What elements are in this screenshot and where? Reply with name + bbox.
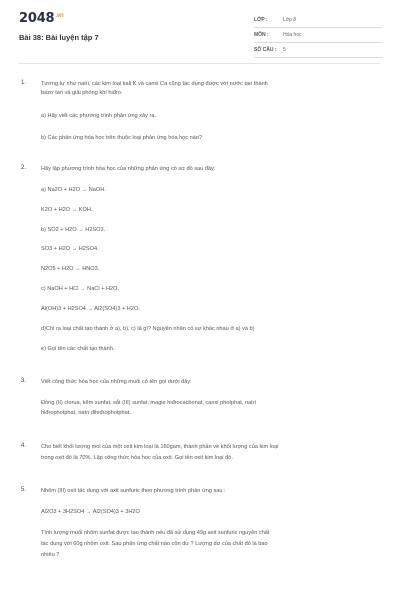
question-number: 2. (21, 165, 27, 171)
question-line: d)Chỉ ra loại chất tạo thành ở a), b), c) là gì? Nguyên nhân có sự khác nhau ở a) và b) (41, 326, 255, 332)
info-value: 5 (283, 47, 286, 53)
page-header (0, 0, 400, 62)
question-line: Cho biết khối lượng mol của một oxit kim loại là 160gam, thành phần về khối lượng của kim loại (41, 444, 279, 450)
question-line: Tính lượng muối nhôm sunfat được tạo thành nếu đã sử dụng 49g axit sunfuric nguyên chất (41, 530, 270, 536)
question-line: e) Gọi tên các chất tạo thành. (41, 346, 115, 352)
header-divider (19, 63, 380, 64)
question-number: 5. (21, 487, 27, 493)
info-key: SỐ CÂU : (254, 47, 277, 53)
question-line: a) Hãy viết các phương trình phản ứng xảy ra. (41, 113, 157, 119)
question-line: hiđrophotphat, natri đihiđrophotphat. (41, 410, 131, 416)
question-number: 4. (21, 443, 27, 449)
info-row-subject (254, 28, 382, 43)
info-value: Hóa học (283, 32, 302, 38)
question-line: Hãy lập phương trình hóa học của những phản ứng có sơ đồ sau đây: (41, 166, 216, 172)
question-line: a) Na2O + H2O → NaOH. (41, 187, 106, 193)
question-line: K2O + H2O → KOH. (41, 207, 93, 213)
question-number: 3. (21, 378, 27, 384)
question-line: Al(OH)3 + H2SO4 → Al2(SO4)3 + H2O. (41, 306, 140, 312)
question-line: N2O5 + H2O → HNO3. (41, 266, 100, 272)
info-value: Lớp 8 (283, 17, 297, 23)
question-line: Viết công thức hóa học của những muối có tên gọi dưới đây: (41, 379, 192, 385)
question-line: bazơ tan và giải phóng khí hiđro. (41, 90, 123, 96)
info-table (254, 13, 382, 58)
question-line: nhiêu ? (41, 552, 60, 558)
question-line: Nhôm (III) oxit tác dụng với axit sunfuric theo phương trình phản ứng sau : (41, 488, 226, 494)
info-key: LỚP : (254, 17, 268, 23)
logo-number: 2048 (19, 11, 55, 26)
question-line: Tương tự như natri, các kim loại kali K và canxi Ca cũng tác dụng được với nước tạo thành (41, 81, 268, 87)
info-row-count (254, 43, 382, 58)
site-logo[interactable] (19, 10, 63, 26)
question-line: Đồng (II) clorua, kẽm sunfat, sắt (III) sunfat, magie hiđrocacbonat, canxi photphat, natri (41, 400, 256, 406)
question-line: c) NaOH + HCl → NaCl + H2O. (41, 286, 120, 292)
question-line: Al2O3 + 3H2SO4 → Al2(SO4)3 + 3H2O (41, 509, 140, 515)
info-row-class (254, 13, 382, 28)
question-line: SO3 + H2O → H2SO4. (41, 246, 99, 252)
question-number: 1. (21, 80, 27, 86)
question-line: trong oxit đó là 70%. Lập công thức hóa học của oxit. Gọi tên oxit kim loại đó. (41, 455, 233, 461)
question-line: b) Các phản ứng hóa học trên thuộc loại phản ứng hóa học nào? (41, 135, 203, 141)
lesson-title: Bài 38: Bài luyện tập 7 (19, 33, 99, 42)
question-line: tác dụng với 60g nhôm oxit. Sau phản ứng chất nào còn dư ? Lượng dư của chất đó là bao (41, 541, 268, 547)
info-key: MÔN : (254, 32, 269, 38)
logo-suffix: .vn (55, 12, 64, 19)
question-line: b) SO2 + H2O → H2SO3. (41, 227, 106, 233)
